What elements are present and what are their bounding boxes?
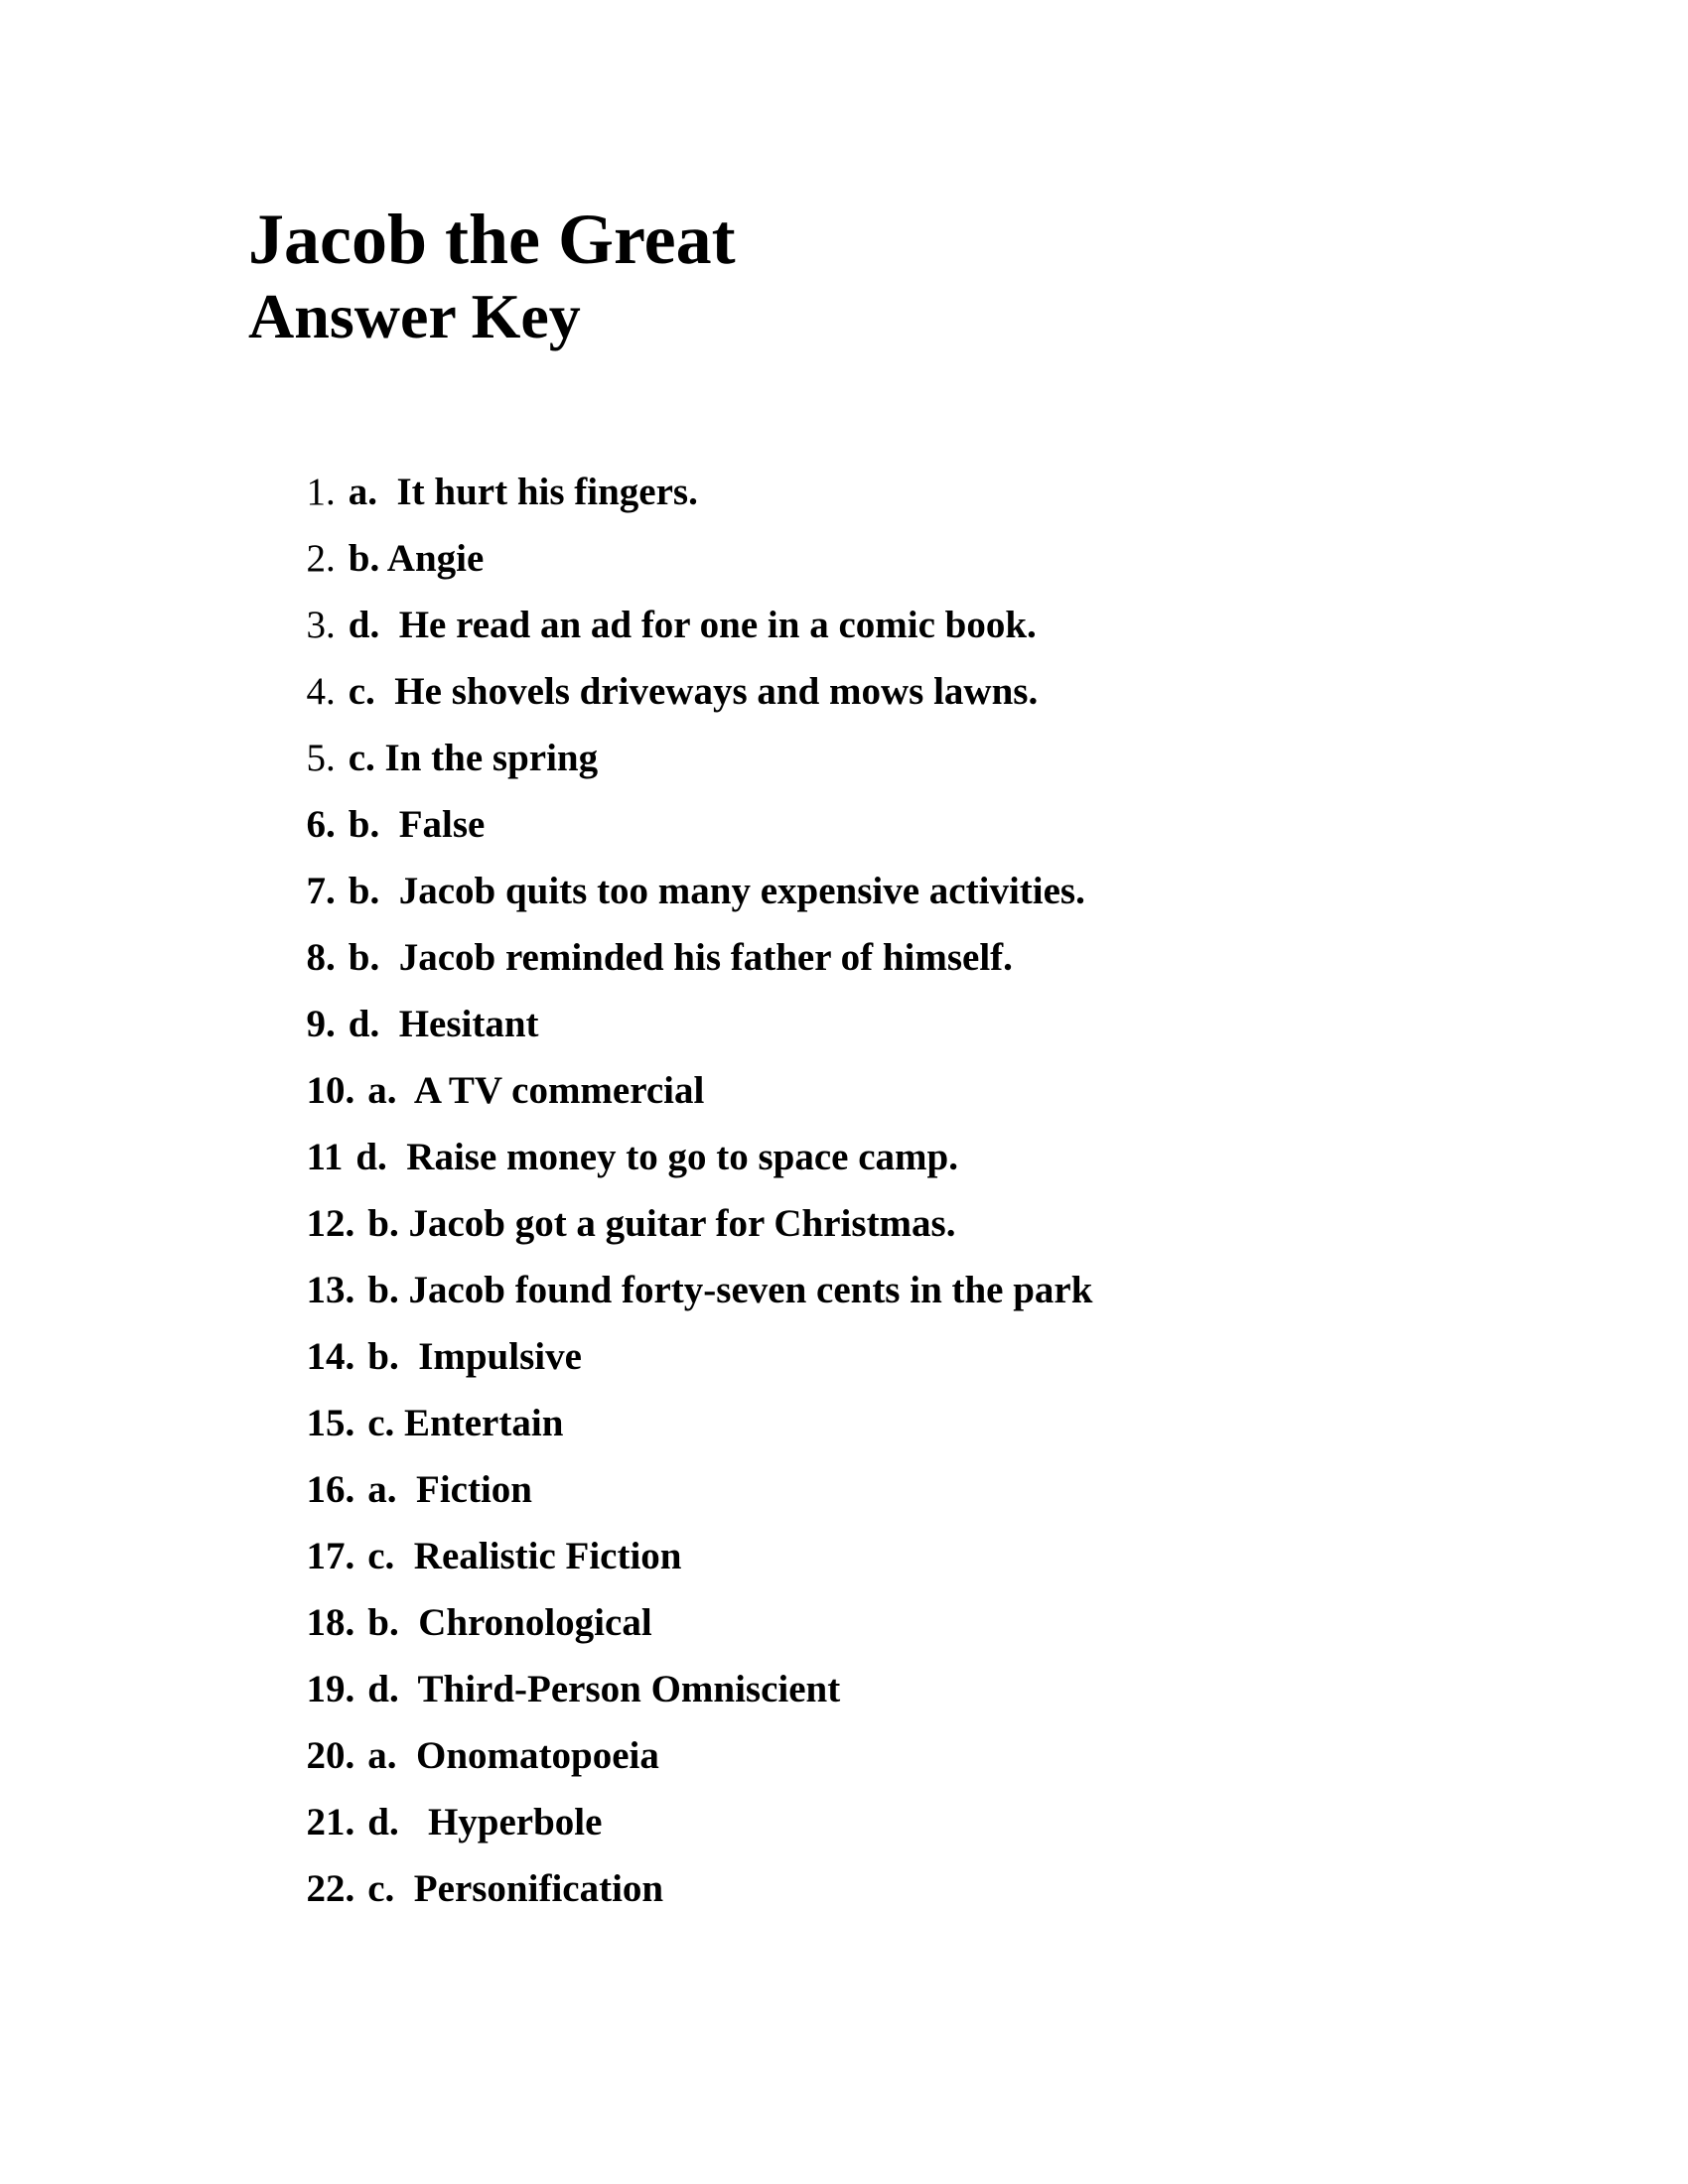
answer-item-number: 17. [306, 1535, 355, 1577]
answer-item-text: b. Jacob quits too many expensive activities. [348, 870, 1085, 912]
answer-item-text: d. He read an ad for one in a comic book. [348, 604, 1037, 646]
answer-item-number: 20. [306, 1734, 355, 1777]
answer-item-number: 8. [306, 936, 336, 979]
answer-item-text: a. Onomatopoeia [367, 1734, 659, 1777]
answer-list-item [248, 392, 1589, 513]
answer-item-text: c. He shovels driveways and mows lawns. [348, 670, 1039, 713]
answer-item-number: 16. [306, 1468, 355, 1511]
answer-item-number: 19. [306, 1668, 355, 1710]
answer-item-number: 5. [306, 737, 336, 779]
answer-item-text: d. Hesitant [348, 1003, 539, 1045]
answer-item-text: c. In the spring [348, 737, 599, 779]
answer-item-text: c. Personification [367, 1867, 664, 1910]
answer-item-number: 13. [306, 1269, 355, 1311]
answer-item-text: b. Jacob reminded his father of himself. [348, 936, 1013, 979]
answer-item-number: 14. [306, 1335, 355, 1378]
answer-item-number: 10. [306, 1069, 355, 1112]
answer-list [248, 392, 1589, 1910]
answer-item-text: b. Jacob got a guitar for Christmas. [367, 1202, 956, 1245]
answer-item-number: 3. [306, 604, 336, 646]
answer-item-text: b. Chronological [367, 1601, 652, 1644]
answer-item-text: d. Third-Person Omniscient [367, 1668, 841, 1710]
answer-item-number: 11 [306, 1136, 344, 1178]
page-subtitle: Answer Key [248, 281, 581, 351]
answer-item-text: b. Jacob found forty-seven cents in the park [367, 1269, 1093, 1311]
answer-item-text: c. Realistic Fiction [367, 1535, 682, 1577]
answer-item-number: 9. [306, 1003, 336, 1045]
page-title: Jacob the Great [248, 200, 736, 279]
answer-item-text: d. Raise money to go to space camp. [355, 1136, 958, 1178]
answer-item-number: 18. [306, 1601, 355, 1644]
answer-item-number: 21. [306, 1801, 355, 1843]
answer-item-number: 7. [306, 870, 336, 912]
answer-item-text: b. Angie [348, 537, 485, 580]
answer-item-number: 15. [306, 1402, 355, 1444]
answer-item-number: 2. [306, 537, 336, 580]
answer-item-text: d. Hyperbole [367, 1801, 603, 1843]
answer-item-number: 1. [306, 471, 336, 513]
answer-item-text: a. A TV commercial [367, 1069, 705, 1112]
answer-item-number: 12. [306, 1202, 355, 1245]
answer-item-number: 6. [306, 803, 336, 846]
answer-item-number: 22. [306, 1867, 355, 1910]
answer-item-text: b. False [348, 803, 486, 846]
answer-item-text: a. Fiction [367, 1468, 532, 1511]
answer-item-text: c. Entertain [367, 1402, 564, 1444]
answer-item-text: b. Impulsive [367, 1335, 582, 1378]
answer-item-number: 4. [306, 670, 336, 713]
answer-item-text: a. It hurt his fingers. [348, 471, 698, 513]
